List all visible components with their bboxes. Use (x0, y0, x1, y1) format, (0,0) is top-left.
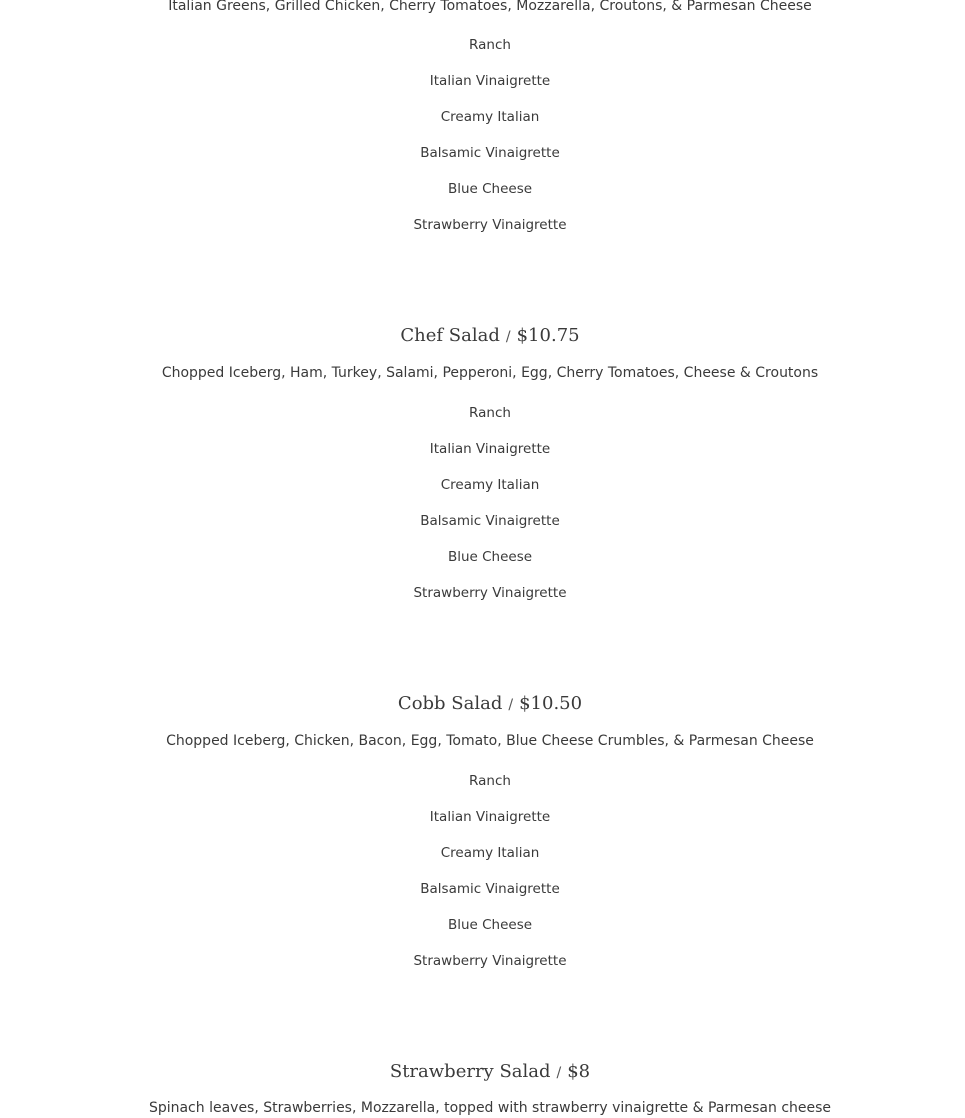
dressing-option: Strawberry Vinaigrette (413, 585, 567, 601)
item-price: $10.75 (516, 325, 580, 346)
item-description: Spinach leaves, Strawberries, Mozzarella, topped with strawberry vinaigrette & Parmesan cheese (148, 1100, 832, 1116)
dressing-option: Ranch (469, 405, 511, 421)
dressing-option: Blue Cheese (447, 181, 533, 197)
dressing-option: Balsamic Vinaigrette (420, 145, 560, 161)
dressing-option: Ranch (469, 37, 511, 53)
item-description: Chopped Iceberg, Ham, Turkey, Salami, Pepperoni, Egg, Cherry Tomatoes, Cheese & Croutons (161, 365, 819, 381)
item-price: $10.50 (519, 693, 583, 714)
dressing-option: Balsamic Vinaigrette (420, 881, 560, 897)
item-title (0, 1059, 965, 1086)
dressing-option: Ranch (469, 773, 511, 789)
item-name: Chef Salad (400, 325, 500, 346)
dressing-option: Strawberry Vinaigrette (413, 217, 567, 233)
dressing-option: Italian Vinaigrette (429, 441, 551, 457)
item-description: Italian Greens, Grilled Chicken, Cherry Tomatoes, Mozzarella, Croutons, & Parmesan Cheese (168, 0, 812, 14)
item-description: Chopped Iceberg, Chicken, Bacon, Egg, Tomato, Blue Cheese Crumbles, & Parmesan Cheese (166, 733, 814, 749)
dressing-option: Creamy Italian (440, 109, 540, 125)
dressing-option: Blue Cheese (447, 917, 533, 933)
dressing-option: Italian Vinaigrette (429, 809, 551, 825)
title-separator: / (556, 1065, 562, 1081)
dressing-option: Blue Cheese (447, 549, 533, 565)
title-separator: / (505, 329, 511, 345)
dressing-option: Creamy Italian (440, 845, 540, 861)
item-name: Cobb Salad (397, 693, 503, 714)
dressing-option: Balsamic Vinaigrette (420, 513, 560, 529)
item-title (0, 691, 965, 718)
dressing-option: Italian Vinaigrette (429, 73, 551, 89)
item-name: Strawberry Salad (389, 1061, 551, 1082)
item-title (0, 323, 965, 350)
item-price: $8 (567, 1061, 591, 1082)
title-separator: / (508, 697, 514, 713)
dressing-option: Strawberry Vinaigrette (413, 953, 567, 969)
dressing-option: Creamy Italian (440, 477, 540, 493)
